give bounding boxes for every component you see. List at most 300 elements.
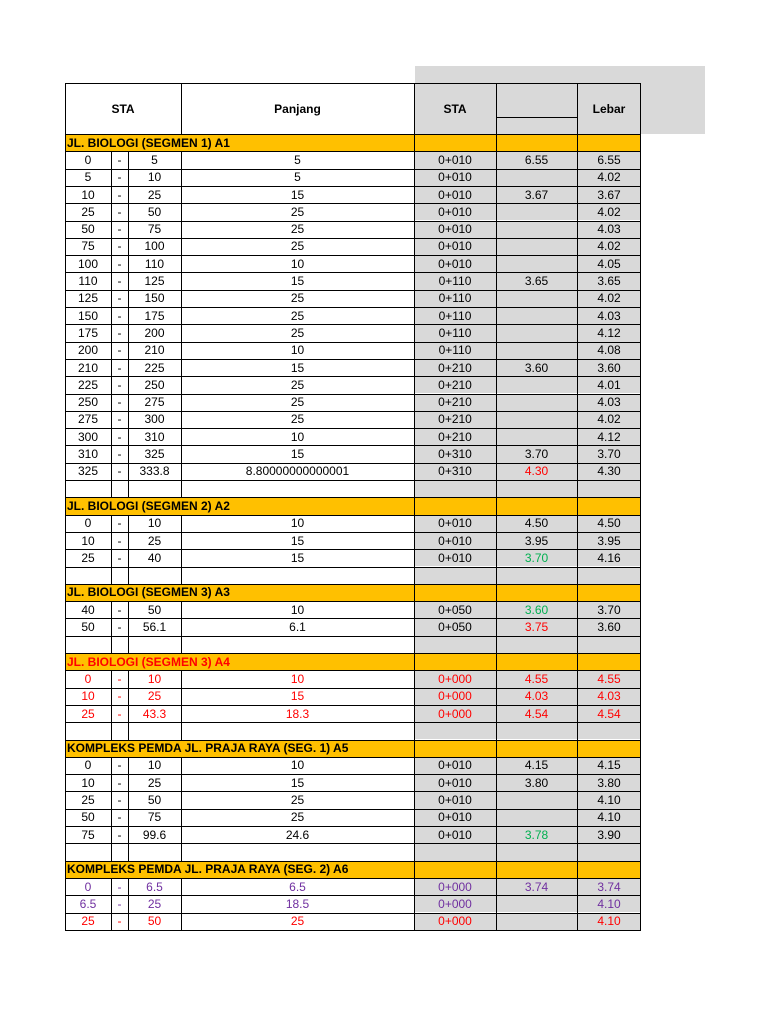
column-border — [181, 913, 182, 931]
column-border — [414, 636, 415, 654]
column-border — [496, 774, 497, 792]
column-border — [65, 532, 66, 550]
column-border — [577, 134, 578, 152]
cell-to: 50 — [147, 204, 162, 219]
column-border — [414, 428, 415, 446]
column-border — [577, 203, 578, 221]
cell-sep: - — [117, 896, 122, 911]
cell-len: 25 — [290, 291, 305, 306]
column-border — [65, 653, 66, 671]
cell-w — [496, 809, 577, 826]
cell-len: 10 — [290, 429, 305, 444]
column-border — [181, 255, 182, 273]
column-border — [65, 497, 66, 515]
cell-sta: 0+210 — [414, 376, 496, 393]
column-border — [414, 515, 415, 533]
column-border — [414, 497, 415, 515]
column-border — [128, 324, 129, 342]
column-border — [640, 878, 641, 896]
column-border — [111, 636, 112, 654]
cell-len: 10 — [290, 602, 305, 617]
column-border — [577, 895, 578, 913]
cell-w — [496, 203, 577, 220]
column-border — [577, 913, 578, 931]
column-border — [111, 549, 112, 567]
column-border — [111, 445, 112, 463]
column-border — [128, 186, 129, 204]
cell-sep: - — [117, 343, 122, 358]
column-border — [640, 826, 641, 844]
column-border — [640, 134, 641, 152]
cell-sta: 0+010 — [414, 826, 496, 843]
cell-len: 10 — [290, 343, 305, 358]
column-border — [181, 445, 182, 463]
column-border — [65, 83, 66, 135]
cell-to: 75 — [147, 810, 162, 825]
column-border — [111, 255, 112, 273]
column-border — [65, 324, 66, 342]
cell-to: 25 — [147, 896, 162, 911]
column-border — [577, 186, 578, 204]
column-border — [111, 186, 112, 204]
cell-to: 25 — [147, 775, 162, 790]
column-border — [496, 324, 497, 342]
cell-len: 15 — [290, 550, 305, 565]
column-border — [414, 826, 415, 844]
cell-from: 200 — [77, 343, 99, 358]
header-sta: STA — [111, 101, 135, 116]
column-border — [496, 83, 497, 135]
cell-from: 10 — [81, 187, 95, 202]
column-border — [111, 394, 112, 412]
column-border — [181, 636, 182, 654]
spacer-cell — [414, 567, 496, 584]
column-border — [414, 411, 415, 429]
column-border — [128, 515, 129, 533]
cell-w: 4.50 — [496, 515, 577, 532]
column-border — [577, 861, 578, 879]
column-border — [496, 221, 497, 239]
column-border — [414, 324, 415, 342]
column-border — [111, 601, 112, 619]
cell-from: 100 — [77, 256, 99, 271]
column-border — [128, 463, 129, 481]
row-border — [65, 515, 641, 516]
cell-lebar: 4.10 — [577, 791, 641, 808]
cell-lebar: 3.90 — [577, 826, 641, 843]
spacer-row — [65, 722, 641, 739]
cell-to: 6.5 — [146, 879, 163, 894]
column-border — [65, 791, 66, 809]
table-row — [65, 342, 641, 359]
table-row — [65, 913, 641, 930]
cell-sep: - — [117, 550, 122, 565]
section-title-row — [65, 497, 641, 514]
column-border — [128, 394, 129, 412]
cell-sta: 0+000 — [414, 670, 496, 687]
table-row — [65, 618, 641, 635]
column-border — [181, 376, 182, 394]
column-border — [496, 636, 497, 654]
row-border — [65, 705, 641, 706]
column-border — [65, 428, 66, 446]
section-title: JL. BIOLOGI (SEGMEN 3) A3 — [67, 585, 230, 600]
column-border — [65, 584, 66, 602]
column-border — [577, 705, 578, 723]
row-border — [65, 376, 641, 377]
column-border — [111, 567, 112, 585]
cell-w: 3.70 — [496, 445, 577, 462]
column-border — [181, 169, 182, 187]
column-border — [414, 774, 415, 792]
spacer-cell — [414, 843, 496, 860]
column-border — [65, 255, 66, 273]
column-border — [577, 636, 578, 654]
cell-sta: 0+010 — [414, 532, 496, 549]
column-border — [414, 221, 415, 239]
cell-len: 10 — [290, 671, 305, 686]
table-row — [65, 601, 641, 618]
column-border — [414, 791, 415, 809]
column-border — [640, 238, 641, 256]
row-border — [65, 636, 641, 637]
cell-from: 10 — [81, 775, 95, 790]
cell-len: 24.6 — [285, 827, 310, 842]
column-border — [128, 618, 129, 636]
cell-sta: 0+050 — [414, 601, 496, 618]
column-border — [128, 342, 129, 360]
cell-sep: - — [117, 879, 122, 894]
column-border — [181, 515, 182, 533]
spacer-row — [65, 636, 641, 653]
column-border — [640, 532, 641, 550]
row-border — [65, 688, 641, 689]
column-border — [577, 567, 578, 585]
column-border — [128, 601, 129, 619]
spacer-cell — [414, 722, 496, 739]
column-border — [496, 895, 497, 913]
column-border — [65, 221, 66, 239]
column-border — [128, 567, 129, 585]
cell-lebar: 4.54 — [577, 705, 641, 722]
column-border — [111, 895, 112, 913]
row-border — [65, 221, 641, 222]
table-row — [65, 169, 641, 186]
section-title-row — [65, 134, 641, 151]
column-border — [496, 290, 497, 308]
column-border — [414, 169, 415, 187]
cell-w: 3.74 — [496, 878, 577, 895]
cell-w: 3.65 — [496, 272, 577, 289]
row-border — [65, 238, 641, 239]
column-border — [181, 307, 182, 325]
cell-sta: 0+210 — [414, 428, 496, 445]
spacer-cell — [577, 722, 641, 739]
row-border — [65, 324, 641, 325]
cell-to: 50 — [147, 793, 162, 808]
column-border — [414, 688, 415, 706]
cell-to: 10 — [147, 170, 162, 185]
column-border — [128, 290, 129, 308]
cell-w: 3.60 — [496, 359, 577, 376]
cell-from: 0 — [84, 671, 92, 686]
column-border — [65, 809, 66, 827]
cell-len: 25 — [290, 395, 305, 410]
cell-len: 6.5 — [289, 879, 306, 894]
column-border — [65, 134, 66, 152]
column-border — [128, 151, 129, 169]
column-border — [496, 584, 497, 602]
cell-to: 5 — [151, 152, 158, 167]
column-border — [65, 151, 66, 169]
column-border — [65, 549, 66, 567]
column-border — [65, 169, 66, 187]
table-row — [65, 238, 641, 255]
cell-sta: 0+010 — [414, 809, 496, 826]
cell-from: 10 — [81, 689, 95, 704]
cell-to: 125 — [144, 274, 165, 289]
column-border — [65, 601, 66, 619]
cell-sta: 0+110 — [414, 290, 496, 307]
column-border — [577, 480, 578, 498]
cell-from: 125 — [77, 291, 99, 306]
cell-sta: 0+000 — [414, 895, 496, 912]
cell-len: 15 — [290, 689, 305, 704]
column-border — [111, 359, 112, 377]
cell-from: 225 — [77, 377, 99, 392]
cell-sta: 0+010 — [414, 757, 496, 774]
table-row — [65, 307, 641, 324]
column-border — [128, 428, 129, 446]
column-border — [414, 601, 415, 619]
cell-sep: - — [117, 827, 122, 842]
cell-w: 4.54 — [496, 705, 577, 722]
column-border — [577, 618, 578, 636]
cell-to: 275 — [144, 395, 165, 410]
cell-len: 25 — [290, 308, 305, 323]
column-border — [414, 740, 415, 758]
column-border — [65, 826, 66, 844]
column-border — [414, 376, 415, 394]
cell-from: 40 — [81, 602, 95, 617]
spacer-row — [65, 567, 641, 584]
column-border — [496, 515, 497, 533]
cell-w: 3.67 — [496, 186, 577, 203]
section-title: KOMPLEKS PEMDA JL. PRAJA RAYA (SEG. 1) A5 — [67, 741, 349, 756]
cell-w: 3.80 — [496, 774, 577, 791]
column-border — [640, 394, 641, 412]
column-border — [65, 186, 66, 204]
column-border — [414, 670, 415, 688]
cell-len: 8.80000000000001 — [245, 464, 350, 479]
section-title: JL. BIOLOGI (SEGMEN 2) A2 — [67, 498, 230, 513]
column-border — [65, 463, 66, 481]
column-border — [414, 290, 415, 308]
column-border — [65, 238, 66, 256]
column-border — [111, 272, 112, 290]
column-border — [65, 843, 66, 861]
column-border — [111, 722, 112, 740]
cell-lebar: 4.03 — [577, 688, 641, 705]
column-border — [640, 480, 641, 498]
cell-len: 25 — [290, 810, 305, 825]
cell-from: 75 — [81, 827, 95, 842]
cell-from: 110 — [78, 274, 98, 289]
cell-w: 3.95 — [496, 532, 577, 549]
spacer-cell — [496, 722, 577, 739]
column-border — [65, 670, 66, 688]
column-border — [640, 636, 641, 654]
cell-to: 25 — [147, 533, 162, 548]
cell-w — [496, 169, 577, 186]
cell-from: 0 — [84, 758, 92, 773]
column-border — [414, 653, 415, 671]
cell-lebar: 4.12 — [577, 428, 641, 445]
cell-sta: 0+000 — [414, 913, 496, 930]
column-border — [111, 809, 112, 827]
column-border — [496, 861, 497, 879]
column-border — [577, 238, 578, 256]
row-border — [65, 463, 641, 464]
cell-lebar: 3.70 — [577, 601, 641, 618]
column-border — [414, 722, 415, 740]
cell-sep: - — [117, 325, 122, 340]
column-border — [65, 774, 66, 792]
column-border — [128, 169, 129, 187]
column-border — [111, 878, 112, 896]
table-row — [65, 186, 641, 203]
table-row — [65, 376, 641, 393]
column-border — [640, 618, 641, 636]
cell-sep: - — [117, 533, 122, 548]
cell-lebar: 3.80 — [577, 774, 641, 791]
column-border — [577, 843, 578, 861]
column-border — [65, 740, 66, 758]
cell-sta: 0+310 — [414, 463, 496, 480]
column-border — [577, 497, 578, 515]
cell-sta: 0+110 — [414, 272, 496, 289]
cell-sta: 0+210 — [414, 359, 496, 376]
spacer-cell — [496, 843, 577, 860]
column-border — [181, 705, 182, 723]
row-border — [65, 290, 641, 291]
column-border — [577, 791, 578, 809]
column-border — [640, 221, 641, 239]
cell-from: 0 — [84, 516, 92, 531]
cell-w — [496, 324, 577, 341]
column-border — [181, 203, 182, 221]
column-border — [577, 376, 578, 394]
column-border — [181, 463, 182, 481]
row-border — [65, 549, 641, 550]
column-border — [640, 290, 641, 308]
cell-sta: 0+000 — [414, 878, 496, 895]
table-row — [65, 515, 641, 532]
cell-sta: 0+010 — [414, 515, 496, 532]
column-border — [181, 324, 182, 342]
column-border — [181, 151, 182, 169]
column-border — [577, 532, 578, 550]
column-border — [65, 203, 66, 221]
column-border — [496, 255, 497, 273]
cell-sta: 0+010 — [414, 203, 496, 220]
cell-w: 3.70 — [496, 549, 577, 566]
table-row — [65, 272, 641, 289]
column-border — [496, 532, 497, 550]
cell-sep: - — [117, 706, 122, 721]
column-border — [414, 359, 415, 377]
column-border — [65, 722, 66, 740]
column-border — [496, 497, 497, 515]
column-border — [128, 359, 129, 377]
column-border — [111, 221, 112, 239]
column-border — [111, 532, 112, 550]
cell-lebar: 4.08 — [577, 342, 641, 359]
cell-to: 310 — [144, 429, 165, 444]
cell-len: 15 — [290, 360, 305, 375]
column-border — [640, 411, 641, 429]
cell-from: 10 — [81, 533, 95, 548]
column-border — [496, 342, 497, 360]
row-border — [65, 394, 641, 395]
column-border — [414, 861, 415, 879]
cell-len: 15 — [290, 775, 305, 790]
row-border — [65, 722, 641, 723]
column-border — [128, 532, 129, 550]
cell-to: 175 — [144, 308, 165, 323]
column-border — [640, 463, 641, 481]
cell-sta: 0+210 — [414, 411, 496, 428]
spacer-cell — [496, 480, 577, 497]
column-border — [128, 895, 129, 913]
row-border — [65, 272, 641, 273]
column-border — [496, 791, 497, 809]
column-border — [640, 740, 641, 758]
table-row — [65, 757, 641, 774]
spacer-cell — [577, 843, 641, 860]
table-row — [65, 809, 641, 826]
row-border — [65, 186, 641, 187]
column-border — [111, 203, 112, 221]
column-border — [111, 843, 112, 861]
cell-sep: - — [117, 914, 122, 929]
row-border — [65, 428, 641, 429]
cell-sep: - — [117, 793, 122, 808]
cell-sep: - — [117, 239, 122, 254]
column-border — [577, 774, 578, 792]
column-border — [496, 272, 497, 290]
cell-from: 250 — [77, 395, 99, 410]
column-border — [640, 342, 641, 360]
column-border — [496, 445, 497, 463]
column-border — [414, 307, 415, 325]
column-border — [128, 688, 129, 706]
cell-to: 10 — [147, 671, 162, 686]
column-border — [181, 394, 182, 412]
column-border — [111, 515, 112, 533]
row-border — [65, 791, 641, 792]
column-border — [496, 480, 497, 498]
column-border — [577, 255, 578, 273]
cell-to: 75 — [147, 222, 162, 237]
column-border — [640, 307, 641, 325]
section-title: KOMPLEKS PEMDA JL. PRAJA RAYA (SEG. 2) A6 — [67, 862, 349, 877]
section-title: JL. BIOLOGI (SEGMEN 3) A4 — [67, 654, 230, 669]
cell-len: 25 — [290, 222, 305, 237]
column-border — [577, 169, 578, 187]
column-border — [111, 324, 112, 342]
column-border — [128, 826, 129, 844]
